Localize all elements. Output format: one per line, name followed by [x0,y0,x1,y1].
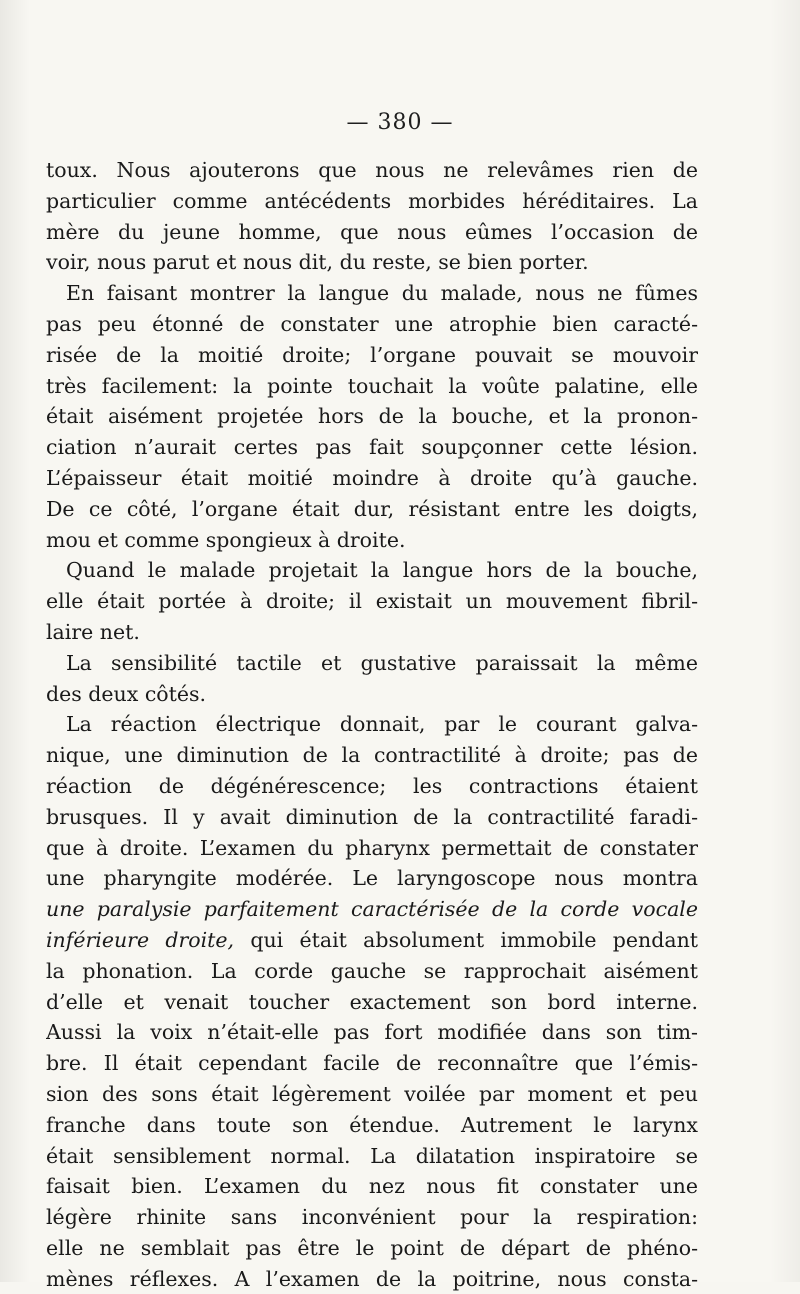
text-line: elle était portée à droite; il existait un mouvement fibril- [46,589,698,614]
text-line: particulier comme antécédents morbides héréditaires. La [46,188,698,213]
text-line: pas peu étonné de constater une atrophie bien caracté- [46,311,698,336]
text-line: En faisant montrer la langue du malade, nous ne fûmes [66,281,698,306]
text-line: ciation n’aurait certes pas fait soupçonner cette lésion. [46,435,698,460]
text-line: la phonation. La corde gauche se rapprochait aisément [46,958,698,983]
text-line: mou et comme spongieux à droite. [46,527,406,552]
text-line: légère rhinite sans inconvénient pour la respiration: [46,1205,698,1230]
text-line-mixed [46,925,698,956]
text-line: risée de la moitié droite; l’organe pouvait se mouvoir [46,342,698,367]
text-line: était sensiblement normal. La dilatation inspiratoire se [46,1143,698,1168]
text-line: De ce côté, l’organe était dur, résistant entre les doigts, [46,496,698,521]
body-text [46,155,698,1294]
text-line: laire net. [46,619,140,644]
regular-text: qui était absolument immobile pendant [234,927,698,952]
text-line: que à droite. L’examen du pharynx permettait de constater [46,835,698,860]
italic-text: une paralysie parfaitement caractérisée de la corde vocale [46,897,698,922]
text-line-italic [46,894,698,925]
text-line: une pharyngite modérée. Le laryngoscope nous montra [46,866,698,891]
text-line: très facilement: la pointe touchait la voûte palatine, elle [46,373,698,398]
text-line: nique, une diminution de la contractilité à droite; pas de [46,743,698,768]
text-line: toux. Nous ajouterons que nous ne relevâmes rien de [46,158,698,182]
text-line: franche dans toute son étendue. Autrement le larynx [46,1112,698,1137]
text-line: voir, nous parut et nous dit, du reste, se bien porter. [46,250,589,275]
italic-text: inférieure droite, [46,927,235,952]
text-line: des deux côtés. [46,681,207,706]
text-line: L’épaisseur était moitié moindre à droite qu’à gauche. [46,465,698,490]
text-line: mère du jeune homme, que nous eûmes l’occasion de [46,219,698,244]
text-line: mènes réflexes. A l’examen de la poitrine, nous consta- [46,1266,698,1291]
text-line: Aussi la voix n’était-elle pas fort modifiée dans son tim- [46,1020,698,1045]
text-line: La réaction électrique donnait, par le courant galva- [66,712,698,737]
text-line: d’elle et venait toucher exactement son bord interne. [46,989,698,1014]
text-line: réaction de dégénérescence; les contractions étaient [46,773,698,798]
text-line: bre. Il était cependant facile de reconnaître que l’émis- [46,1051,698,1076]
text-line: était aisément projetée hors de la bouche, et la pronon- [46,404,698,429]
text-line: La sensibilité tactile et gustative paraissait la même [66,650,698,675]
text-line: faisait bien. L’examen du nez nous fit constater une [46,1174,698,1199]
text-line: elle ne semblait pas être le point de départ de phéno- [46,1235,698,1260]
text-line: sion des sons était légèrement voilée par moment et peu [46,1081,698,1106]
text-line: Quand le malade projetait la langue hors de la bouche, [66,558,698,583]
text-line: brusques. Il y avait diminution de la contractilité faradi- [46,804,698,829]
page-number: — 380 — [346,110,454,135]
